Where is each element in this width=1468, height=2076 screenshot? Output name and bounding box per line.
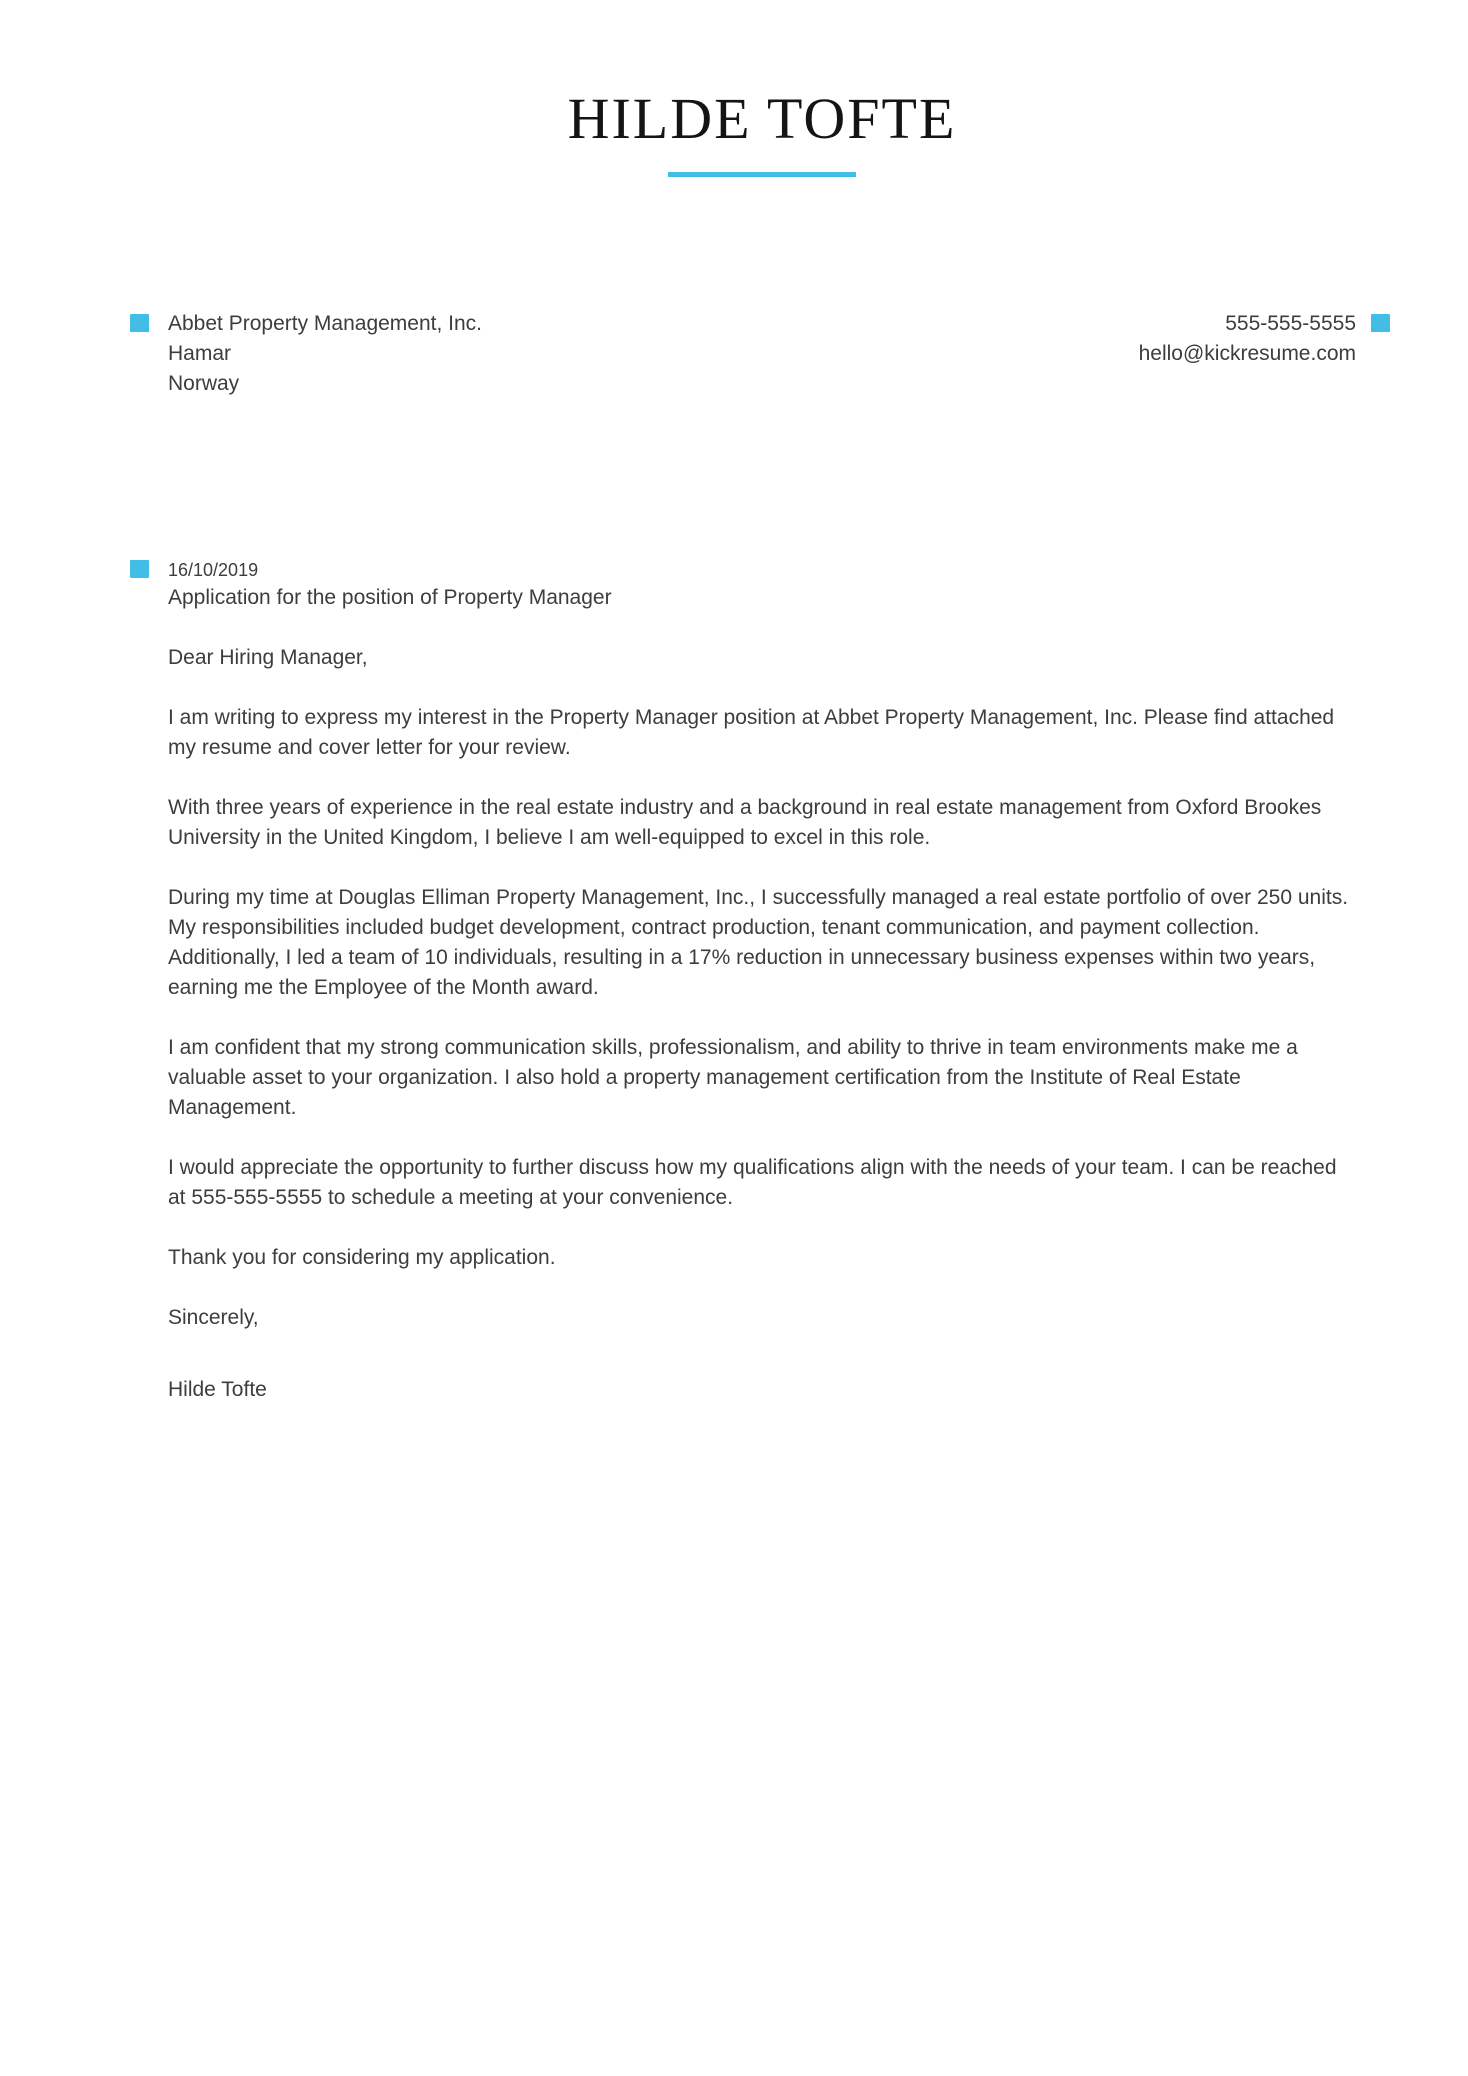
recipient-country: Norway [168, 371, 240, 395]
body-paragraph: I would appreciate the opportunity to further discuss how my qualifications align with the needs of your team. I can be reached at 555-555-5555 to schedule a meeting at your convenience. [168, 1155, 1337, 1209]
accent-square-icon [1371, 314, 1390, 332]
recipient-address-block [168, 309, 482, 399]
sender-email: hello@kickresume.com [1138, 341, 1356, 365]
closing: Sincerely, [168, 1305, 259, 1329]
body-paragraph: I am confident that my strong communication skills, professionalism, and ability to thrive in team environments make me a valuable asset to your organization. I also hold a property management certification from the Institute of Real Estate Management. [168, 1035, 1298, 1119]
signature-name: Hilde Tofte [168, 1377, 267, 1401]
body-paragraph: I am writing to express my interest in the Property Manager position at Abbet Property Management, Inc. Please find attached my resume and cover letter for your review. [168, 705, 1335, 759]
letter-header [168, 84, 1356, 177]
letter-date: 16/10/2019 [168, 559, 259, 580]
sender-phone: 555-555-5555 [1225, 311, 1356, 335]
recipient-city: Hamar [168, 341, 232, 365]
accent-square-icon [130, 560, 149, 578]
date-subject-block [168, 557, 1356, 613]
salutation: Dear Hiring Manager, [168, 645, 368, 669]
applicant-name-title: HILDE TOFTE [567, 86, 957, 151]
letter-body [168, 643, 1356, 1405]
body-paragraph: During my time at Douglas Elliman Property Management, Inc., I successfully managed a real estate portfolio of over 250 units. My responsibilities included budget development, contract production, tenant communication, and payment collection. Additionally, I led a team of 10 individuals, resulting in a 17% reduction in unnecessary business expenses within two years, earning me the Employee of the Month award. [168, 885, 1349, 999]
address-contact-row [168, 309, 1356, 399]
body-paragraph: With three years of experience in the real estate industry and a background in real estate management from Oxford Brookes University in the United Kingdom, I believe I am well-equipped to excel in this role. [168, 795, 1322, 849]
accent-square-icon [130, 314, 149, 332]
recipient-company: Abbet Property Management, Inc. [168, 311, 483, 335]
letter-subject: Application for the position of Property Manager [168, 585, 612, 609]
title-accent-underline [668, 172, 856, 177]
body-paragraph: Thank you for considering my application. [168, 1245, 556, 1269]
sender-contact-block [1139, 309, 1356, 369]
